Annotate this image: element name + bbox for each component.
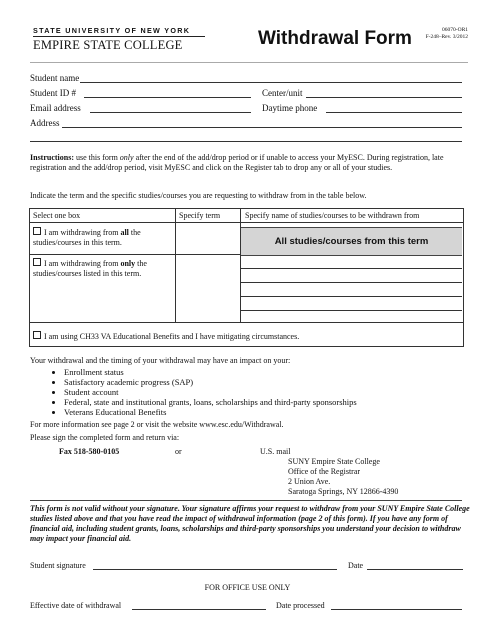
form-code-1: 06070-OR1 <box>442 27 468 33</box>
option-all-studies[interactable] <box>33 227 173 248</box>
center-unit-field[interactable] <box>306 97 462 98</box>
mail-address-line-2: Office of the Registrar <box>288 467 361 476</box>
table-col-rule-2 <box>240 208 241 322</box>
impact-item: • Federal, state and institutional grants, loans, scholarships and third-party sponsorships <box>64 397 470 407</box>
sign-return-text: Please sign the completed form and return via: <box>30 433 180 442</box>
header-divider <box>30 62 468 63</box>
student-name-field[interactable] <box>80 82 462 83</box>
impact-list <box>50 367 470 417</box>
option-all-a: I am withdrawing from <box>44 228 121 237</box>
university-name: STATE UNIVERSITY OF NEW YORK <box>33 26 191 35</box>
impact-item: • Veterans Educational Benefits <box>64 407 470 417</box>
date-processed-label: Date processed <box>276 601 325 610</box>
instructions-label: Instructions: <box>30 153 75 162</box>
instructions <box>30 153 462 173</box>
student-name-label: Student name <box>30 73 80 83</box>
form-code-2: F-248–Rev. 3/2012 <box>425 34 468 40</box>
effective-date-label: Effective date of withdrawal <box>30 601 122 610</box>
effective-date-field[interactable] <box>132 609 266 610</box>
more-info-text: For more information see page 2 or visit the website www.esc.edu/Withdrawal. <box>30 420 284 429</box>
course-row-line-4[interactable] <box>241 310 462 311</box>
option-only-a: I am withdrawing from <box>44 259 121 268</box>
option-all-b: all <box>120 228 129 237</box>
center-unit-label: Center/unit <box>262 88 303 98</box>
address-field-line-2[interactable] <box>30 141 462 142</box>
daytime-phone-field[interactable] <box>326 112 462 113</box>
indicate-text: Indicate the term and the specific studies/courses you are requesting to withdraw from in the table below. <box>30 191 367 200</box>
fax-number: Fax 518-580-0105 <box>59 447 120 456</box>
course-row-line-2[interactable] <box>241 282 462 283</box>
mail-address-line-3: 2 Union Ave. <box>288 477 331 486</box>
checkbox-ch33[interactable] <box>33 331 41 339</box>
all-studies-banner-text: All studies/courses from this term <box>274 236 429 247</box>
course-row-line-3[interactable] <box>241 296 462 297</box>
table-row-rule-1 <box>29 254 241 255</box>
instructions-part2: after the end of the add/drop period or if unable to access your MyESC. During registration, late registration and the add/drop period, visit MyESC and click on the Register tab to drop any or all of your studies. <box>30 153 444 172</box>
checkbox-only-listed[interactable] <box>33 258 41 266</box>
col-courses-header: Specify name of studies/courses to be withdrawn from <box>245 211 420 220</box>
col-select-header: Select one box <box>33 211 81 220</box>
notice-divider <box>30 500 462 501</box>
student-signature-field[interactable] <box>93 569 337 570</box>
impact-item: • Student account <box>64 387 470 397</box>
option-only-b: only <box>120 259 136 268</box>
mail-label: U.S. mail <box>260 447 291 456</box>
daytime-phone-label: Daytime phone <box>262 103 318 113</box>
date-processed-field[interactable] <box>331 609 462 610</box>
date-field[interactable] <box>367 569 463 570</box>
address-label: Address <box>30 118 60 128</box>
instructions-part1: use this form <box>74 153 120 162</box>
mail-address-line-4: Saratoga Springs, NY 12866-4390 <box>288 487 399 496</box>
instructions-only: only <box>119 153 134 162</box>
option-all-c: the studies/courses in this term. <box>33 228 141 247</box>
or-text: or <box>175 447 182 456</box>
student-signature-label: Student signature <box>30 561 86 570</box>
college-logo-text: EMPIRE STATE COLLEGE <box>33 38 183 52</box>
course-row-line-1[interactable] <box>241 268 462 269</box>
option-only-listed[interactable] <box>33 258 173 279</box>
header-rule <box>33 36 205 37</box>
option-only-c: the studies/courses listed in this term. <box>33 259 147 278</box>
all-studies-banner <box>241 227 462 256</box>
signature-notice: This form is not valid without your signature. Your signature affirms your request to withdraw from your SUNY Empire State College studies listed above and that you have read the impact of withdrawal information (page 2 of this form). If you have any form of financial aid, including student grants, loans, scholarships and third-party sponsorships you understand your decision to withdraw may impact your financial aid. <box>30 504 470 543</box>
email-field[interactable] <box>90 112 251 113</box>
form-title: Withdrawal Form <box>258 28 412 49</box>
option-ch33[interactable] <box>33 331 453 342</box>
table-row-rule-ch33 <box>29 322 463 323</box>
impact-intro: Your withdrawal and the timing of your withdrawal may have an impact on your: <box>30 356 291 365</box>
date-label: Date <box>348 561 364 570</box>
email-label: Email address <box>30 103 81 113</box>
impact-item: • Satisfactory academic progress (SAP) <box>64 377 470 387</box>
option-ch33-text: I am using CH33 VA Educational Benefits and I have mitigating circumstances. <box>44 332 300 341</box>
mail-address-line-1: SUNY Empire State College <box>288 457 380 466</box>
office-use-title: FOR OFFICE USE ONLY <box>204 583 291 592</box>
address-field[interactable] <box>62 127 462 128</box>
table-header-rule <box>29 222 463 223</box>
student-id-label: Student ID # <box>30 88 76 98</box>
impact-item: • Enrollment status <box>64 367 470 377</box>
student-id-field[interactable] <box>84 97 251 98</box>
checkbox-all-studies[interactable] <box>33 227 41 235</box>
table-col-rule-1 <box>175 208 176 322</box>
col-term-header: Specify term <box>179 211 221 220</box>
